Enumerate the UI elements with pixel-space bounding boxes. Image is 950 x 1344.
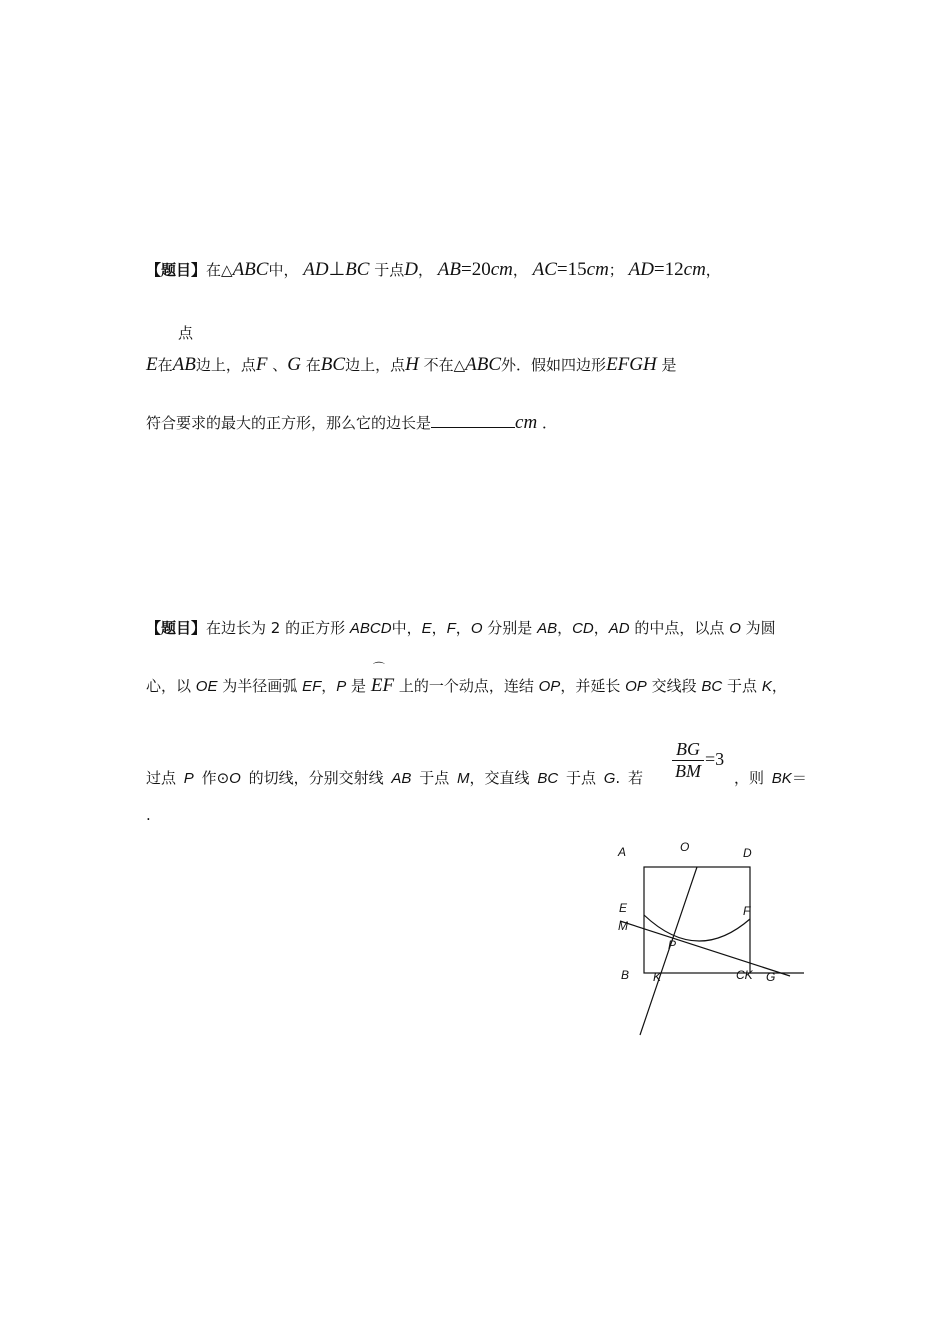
arc-ef-curve (644, 915, 750, 941)
p1-math: AB (437, 259, 461, 280)
p2-math: CD (572, 620, 594, 637)
p2-math: EF (370, 675, 395, 696)
geometry-figure (610, 835, 810, 1045)
p1-text: 在△ (206, 261, 233, 279)
p1-math: AD (628, 259, 654, 280)
p1-math: E (146, 354, 158, 375)
p2-text: 上的一个动点，连结 (398, 677, 534, 695)
p1-unit: cm (586, 259, 609, 280)
label-o: O (680, 840, 690, 854)
problem1-line2 (178, 322, 193, 343)
p1-eq: = (653, 259, 665, 280)
p1-math: H (405, 354, 419, 375)
perp-symbol: ⊥ (328, 259, 346, 280)
p1-text: 中， (268, 261, 299, 279)
problem1-line1 (146, 258, 721, 281)
p1-math: BC (345, 259, 370, 280)
p2-math: BC (537, 770, 559, 787)
label-k: K (653, 970, 662, 984)
p1-text: 边上，点 (345, 356, 406, 374)
p1-math: D (404, 259, 418, 280)
p1-unit: cm (490, 259, 513, 280)
fraction-numerator: BG (672, 739, 704, 761)
p2-text: 于点 (419, 769, 450, 787)
p1-number: 20 (471, 259, 491, 280)
problem2-line3-tail (734, 767, 807, 788)
p2-text: ， (321, 677, 337, 695)
p2-text: ， (455, 619, 471, 637)
p1-text: 边上，点 (195, 356, 256, 374)
p1-math: ABC (232, 259, 269, 280)
problem1-line3 (146, 354, 677, 376)
arc-ef (370, 661, 395, 697)
p1-text: 、 (272, 356, 288, 374)
problem1-tag: 【题目】 (146, 261, 207, 279)
p2-math: E (421, 620, 432, 637)
p2-text: ＝ (791, 769, 807, 787)
p1-text: 于点 (374, 261, 405, 279)
p1-eq: = (556, 259, 568, 280)
problem1-line4 (146, 412, 557, 434)
p1-number: 15 (567, 259, 587, 280)
arc-symbol: ⌒ (372, 661, 385, 675)
p2-math: AB (537, 620, 558, 637)
p1-text: ， (705, 261, 721, 279)
p1-text: 是 (661, 356, 677, 374)
label-d: D (743, 846, 752, 860)
p2-math: F (446, 620, 456, 637)
p2-text: . (146, 806, 151, 824)
p1-math: AC (532, 259, 557, 280)
p2-math: OE (195, 678, 218, 695)
p2-text: 于点 (565, 769, 596, 787)
label-m: M (618, 919, 628, 933)
p1-text: 外．假如四边形 (501, 356, 607, 374)
p1-number: 12 (664, 259, 684, 280)
problem2-line2 (146, 661, 787, 697)
p2-text: ，交直线 (469, 769, 530, 787)
problem2-line1 (146, 617, 776, 638)
p2-math: OP (625, 678, 647, 695)
p1-text: ， (512, 261, 528, 279)
p2-math: BK (771, 770, 792, 787)
fraction-denominator: BM (675, 761, 701, 781)
p2-text: 在边长为 2 的正方形 (206, 619, 346, 637)
square-abcd (644, 867, 750, 973)
p2-text: 作⊙ (201, 769, 230, 787)
p1-eq: = (460, 259, 472, 280)
p1-text: 在 (305, 356, 321, 374)
label-f: F (743, 904, 751, 918)
p2-text: ， (431, 619, 447, 637)
p2-text: 的切线，分别交射线 (248, 769, 384, 787)
p2-text: 的中点，以点 (634, 619, 725, 637)
p1-text: 符合要求的最大的正方形，那么它的边长是 (146, 414, 432, 432)
p1-math: ABC (465, 354, 502, 375)
p1-text: 点 (178, 324, 194, 342)
label-ck: CK (736, 968, 753, 982)
p2-text: 是 (351, 677, 367, 695)
p1-math: AD (303, 259, 329, 280)
p2-math: O (229, 770, 241, 787)
p2-math: BC (701, 678, 723, 695)
p2-math: M (457, 770, 470, 787)
p2-text: 为圆 (745, 619, 776, 637)
problem2-line4 (146, 806, 151, 824)
p2-math: AB (391, 770, 412, 787)
p2-text: . 若 (615, 769, 643, 787)
p2-math: O (729, 620, 741, 637)
p2-text: 过点 (146, 769, 177, 787)
p2-text: ，则 (734, 769, 765, 787)
tangent-line (620, 921, 790, 976)
label-p: P (668, 938, 677, 952)
p2-text: 分别是 (487, 619, 533, 637)
p1-text: 在 (157, 356, 173, 374)
p1-math: EFGH (606, 354, 657, 375)
p2-math: P (183, 770, 194, 787)
p1-unit: cm (515, 412, 538, 433)
p2-text: ， (557, 619, 573, 637)
p2-math: AD (608, 620, 630, 637)
p1-text: 不在△ (423, 356, 466, 374)
p1-math: AB (172, 354, 196, 375)
p2-math: OP (538, 678, 561, 695)
answer-blank[interactable] (431, 413, 515, 428)
p1-math: BC (320, 354, 346, 375)
p1-text: ； (608, 261, 624, 279)
p1-text: ． (541, 414, 557, 432)
p1-math: F (255, 354, 268, 375)
label-g: G (766, 970, 776, 984)
label-b: B (621, 968, 630, 982)
label-a: A (618, 845, 627, 859)
fraction-equals: =3 (705, 749, 725, 769)
p2-math: K (761, 678, 772, 695)
p2-math: ABCD (349, 620, 392, 637)
p2-text: ， (771, 677, 787, 695)
p1-math: G (287, 354, 301, 375)
p2-math: O (470, 620, 483, 637)
p2-math: P (336, 678, 347, 695)
p2-text: ，并延长 (560, 677, 621, 695)
p2-math: G (603, 770, 616, 787)
fraction-bg-bm (672, 739, 704, 781)
p2-text: 于点 (727, 677, 758, 695)
p2-text: ， (593, 619, 609, 637)
p2-text: 交线段 (651, 677, 697, 695)
p2-math: EF (302, 678, 322, 695)
p2-text: 中， (391, 619, 422, 637)
p1-unit: cm (683, 259, 706, 280)
p1-text: ， (417, 261, 433, 279)
p2-text: 心，以 (146, 677, 192, 695)
p2-text: 为半径画弧 (222, 677, 298, 695)
problem2-line3 (146, 767, 643, 788)
label-e: E (619, 901, 628, 915)
problem2-tag: 【题目】 (146, 619, 207, 637)
